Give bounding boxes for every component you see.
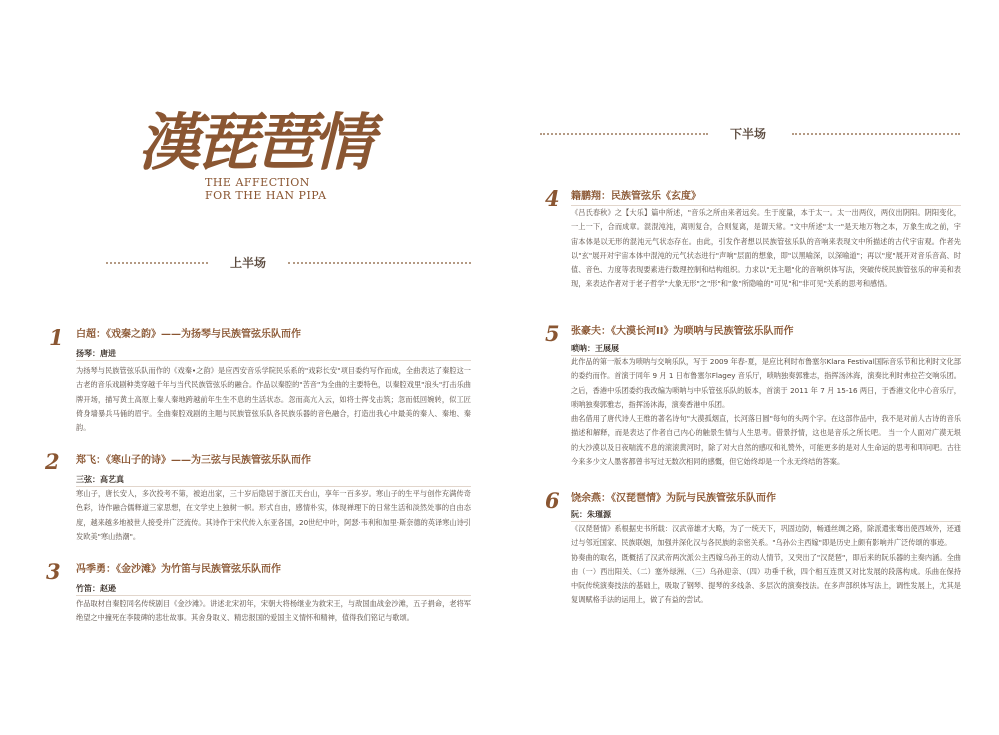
piece-rule-1	[76, 360, 471, 361]
piece-title-2: 郑飞：《寒山子的诗》——为三弦与民族管弦乐队而作	[76, 455, 311, 466]
piece-description-1	[76, 364, 471, 435]
paragraph: 寒山子，唐长安人，多次投考不第，被迫出家，三十岁后隐居于浙江天台山，享年一百多岁。寒山子的生平与创作充满传奇色彩，诗作融合儒释道三家思想，在文学史上独树一帜。形式自由，感情朴实，体现禅理下的日常生活和淡然处事的自由态度，越来越多地被世人接受并广泛流传。其诗作于宋代传入东亚各国，20世纪中叶，阿瑟·韦利和加里·斯奈德的英译寒山诗引发欧美"寒山热潮"。	[76, 489, 471, 541]
logo-english-line1: THE AFFECTION	[205, 176, 310, 189]
paragraph: 《吕氏春秋》之【大乐】篇中所述，"音乐之所由来者远矣。生于度量，本于太一。太一出两仪，两仪出阴阳。阴阳变化，一上一下，合而成章。混混沌沌，离则复合，合则复离，是谓天常。"文中所述"太一"是天地万物之本，万象生成之前，宇宙本体是以无形的混沌元气状态存在。由此，引发作者想以民族管弦乐队的音响来表现文中所描述的古代宇宙观。作者先以"玄"展开对宇宙本体中混沌的元气状态进行"声响"层面的想象，即"以黑喻深，以深喻道"；再以"度"展开对音乐音高、时值、音色、力度等表现要素进行数理控制和结构组织。力求以"无主题"化的音响织体写法，突破传统民族管弦乐的审美和表现，来表达作者对于老子哲学"大象无形"之"形"和"象"所隐喻的"可见"和"非可见"关系的思考和感悟。	[571, 208, 961, 289]
paragraph: 协奏曲的取名，既概括了汉武帝两次派公主西嫁乌孙王的动人情节，又突出了"汉琵琶"，即后来的阮乐器的主奏内涵。全曲由（一）西出阳关、（二）塞外绿洲、（三）乌孙迎亲、（四）功垂千秋，四个相互连贯又对比发展的段落构成。乐曲在保持中阮传统演奏技法的基础上，吸取了钢琴、提琴的多线条、多层次的演奏技法。在多声部织体写法上，调性发展上，尤其是复调赋格手法的运用上，做了有益的尝试。	[571, 552, 961, 605]
logo-english-line2: FOR THE HAN PIPA	[205, 189, 327, 202]
piece-title-1: 白超：《戏秦之韵》——为扬琴与民族管弦乐队而作	[76, 329, 301, 340]
piece-number-4: 4	[545, 186, 560, 211]
piece-description-4	[571, 206, 961, 292]
piece-number-1: 1	[49, 325, 64, 350]
second-half-divider-left	[540, 133, 708, 135]
paragraph: 为扬琴与民族管弦乐队而作的《戏秦•之韵》是应西安音乐学院民乐系的"戏彩长安"项目委约写作而成，全曲表达了秦腔这一古老的音乐戏剧种类穿越千年与当代民族管弦乐的融合。作品以秦腔的"苦音"为全曲的主要特色，以秦腔戏里"浪头"打击乐曲牌开场，描写黄土高原上秦人秦地跨越前年生生不息的生活状态。忽而高亢入云，如将士挥戈击筑；忽而低回婉转，似工匠倚身墙暴兵马俑的眉宇。全曲秦腔戏剧的主题与民族管弦乐队各民族乐器的音色融合，打造出我心中最美的秦人、秦地、秦韵。	[76, 366, 471, 433]
piece-title-4: 籍鹏翔：民族管弦乐《玄度》	[571, 191, 701, 202]
second-half-divider-right	[792, 133, 960, 135]
piece-number-3: 3	[46, 559, 61, 584]
piece-title-3: 冯季勇：《金沙滩》为竹笛与民族管弦乐队而作	[76, 564, 281, 575]
logo-english	[205, 176, 327, 202]
piece-number-2: 2	[45, 449, 60, 474]
piece-title-5: 张豪夫：《大漠长河II》为唢呐与民族管弦乐队而作	[571, 326, 794, 337]
second-half-title: 下半场	[730, 127, 767, 141]
first-half-divider-right	[288, 262, 471, 264]
piece-number-5: 5	[545, 321, 560, 346]
paragraph: 曲名借用了唐代诗人王维的著名诗句"大漠孤烟直，长河落日圆"每句的头两个字。在这部作品中，我不是对前人古诗的音乐描述和解释，而是表达了作者自己内心的触景生情与人生思考。借景抒情，这也是音乐之所长吧。 当一个人面对广漠无垠的大沙漠以及日夜喘流不息的滚滚黄河时，除了对大自然的感叹和礼赞外，可能更多的是对人生命运的思考和叩问吧。古往今来多少文人墨客都曾书写过无数次相同的感慨，但它始终却是一个永无终结的答案。	[571, 414, 961, 467]
paragraph: 《汉琵琶情》系根据史书所载：汉武帝雄才大略，为了一统天下，巩固边防，畅通丝绸之路，除派遣张骞出使西域外，还通过与邻近国家、民族联姻，加强并深化汉与各民族的亲密关系。"乌孙公主西嫁"即是历史上颇有影响并广泛传颂的事迹。	[571, 524, 961, 548]
piece-description-2	[76, 487, 471, 544]
piece-role-3: 竹笛：赵逊	[76, 584, 116, 593]
piece-role-1: 扬琴：唐进	[76, 349, 116, 358]
piece-number-6: 6	[545, 488, 560, 513]
piece-description-5	[571, 355, 961, 469]
piece-role-5: 唢呐：王展展	[571, 344, 619, 353]
logo-calligraphy: 漢琵琶情	[138, 106, 371, 179]
piece-rule-3	[76, 595, 471, 596]
piece-role-6: 阮：朱瑾源	[571, 510, 611, 519]
first-half-title: 上半场	[230, 256, 267, 270]
piece-title-6: 饶余燕：《汉琵琶情》为阮与民族管弦乐队而作	[571, 493, 776, 504]
piece-description-3	[76, 597, 471, 626]
paragraph: 此作品的第一版本为唢呐与交响乐队，写于 2009 年春-夏，是应比利时布鲁塞尔Klara Festival国际音乐节和比利时文化部的委约而作。首演于同年 9 月 1 日布鲁塞尔Flagey 音乐厅，唢呐独奏郭雅志，指挥汤沐海，演奏比利时弗拉芒交响乐团。之后，香港中乐团委约我改编为唢呐与中乐管弦乐队的版本，首演于 2011 年 7 月 15-16 两日，于香港文化中心音乐厅，唢呐独奏郭雅志，指挥汤沐海，演奏香港中乐团。	[571, 357, 961, 409]
piece-role-2: 三弦：高艺真	[76, 475, 124, 484]
piece-description-6	[571, 522, 961, 608]
paragraph: 作品取材自秦腔同名传统剧目《金沙滩》。讲述北宋初年，宋朝大将杨继业为救宋王，与敌国血战金沙滩，五子捐命，老将军绝望之中撞死在李陵碑的悲壮故事。其舍身取义、精忠报国的爱国主义情怀和精神，值得我们铭记与歌颂。	[76, 599, 471, 623]
first-half-divider-left	[106, 262, 208, 264]
